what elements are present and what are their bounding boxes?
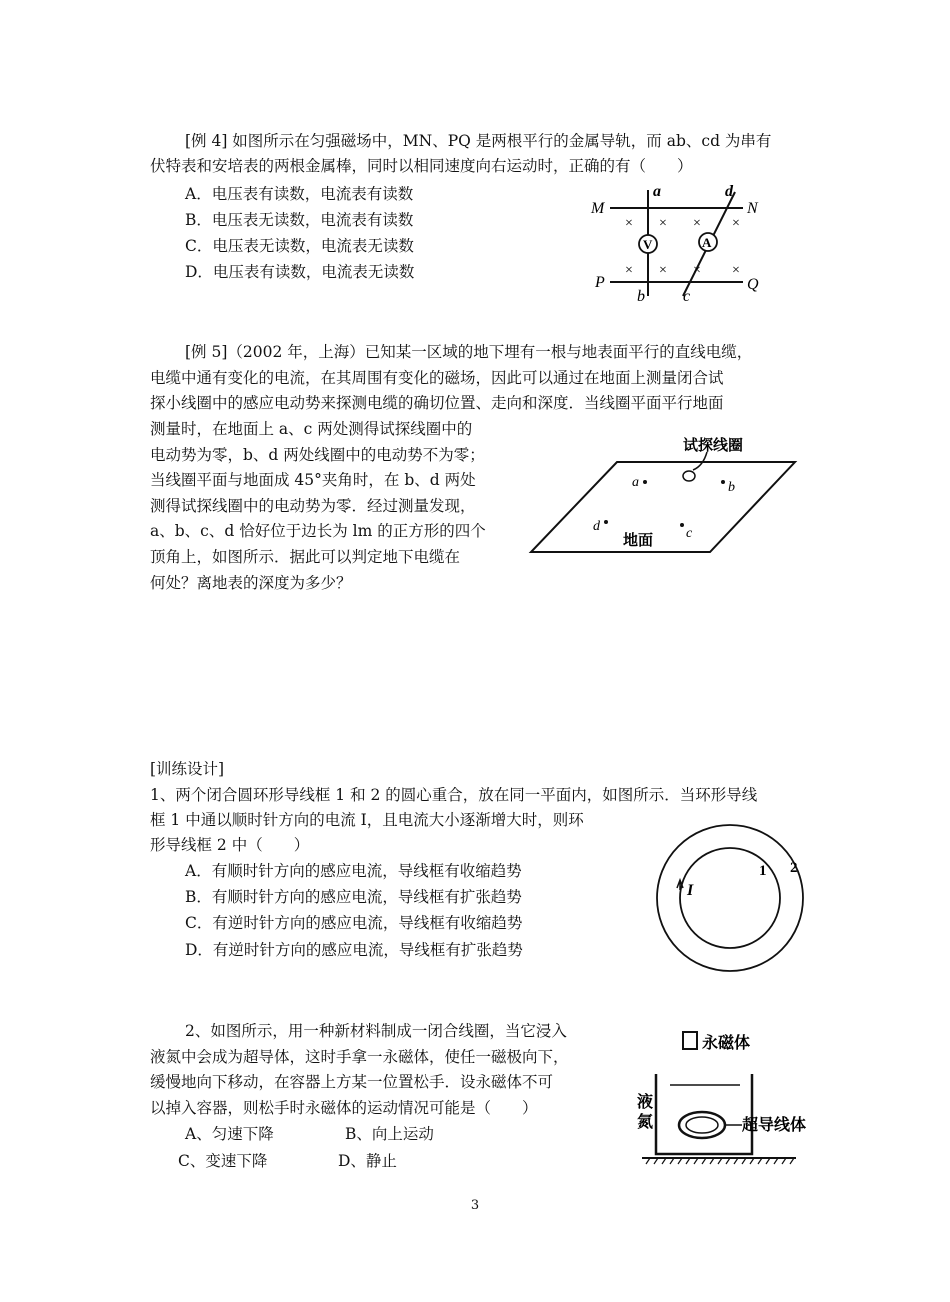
label-d: d	[725, 183, 733, 200]
label-Q: Q	[747, 276, 759, 293]
coil-label: 试探线圈	[683, 438, 744, 454]
svg-text:×: ×	[693, 263, 701, 278]
ex5-line7: 测得试探线圈中的电动势为零．经过测量发现，	[150, 497, 476, 515]
ex5-line10: 何处？离地表的深度为多少？	[150, 574, 352, 592]
ex5-line9: 顶角上，如图所示．据此可以判定地下电缆在	[150, 548, 461, 566]
current-label: I	[687, 882, 694, 899]
q2-superconductor-figure	[630, 1022, 810, 1170]
magnet-label: 永磁体	[702, 1035, 751, 1052]
svg-text:×: ×	[732, 216, 740, 231]
q2-option-c: C、变速下降	[178, 1152, 268, 1170]
ground-label: 地面	[623, 533, 654, 549]
ex5-line2: 电缆中通有变化的电流，在其周围有变化的磁场，因此可以通过在地面上测量闭合试	[150, 369, 724, 387]
q1-line2: 框 1 中通以顺时针方向的电流 I，且电流大小逐渐增大时，则环	[150, 811, 584, 829]
point-b: b	[728, 480, 735, 495]
q1-line3: 形导线框 2 中（ ）	[150, 836, 310, 854]
q1-option-b: B．有顺时针方向的感应电流，导线框有扩张趋势	[185, 888, 522, 906]
svg-text:×: ×	[659, 216, 667, 231]
q2-line4: 以掉入容器，则松手时永磁体的运动情况可能是（ ）	[150, 1099, 538, 1117]
ammeter-label: A	[702, 235, 712, 250]
q1-line1: 1、两个闭合圆环形导线框 1 和 2 的圆心重合，放在同一平面内，如图所示．当环形导线	[150, 786, 758, 804]
q2-line1: 2、如图所示，用一种新材料制成一闭合线圈，当它浸入	[185, 1022, 567, 1040]
page-number: 3	[470, 1198, 480, 1213]
ex4-question-line2: 伏特表和安培表的两根金属棒，同时以相同速度向右运动时，正确的有（ ）	[150, 157, 693, 175]
svg-text:×: ×	[732, 263, 740, 278]
ex4-question-line1: [例 4] 如图所示在匀强磁场中，MN、PQ 是两根平行的金属导轨，而 ab、cd 为串有	[185, 132, 772, 150]
q2-line2: 液氮中会成为超导体，这时手拿一永磁体，使任一磁极向下，	[150, 1048, 569, 1066]
ring-2	[657, 825, 803, 971]
ex4-option-c: C．电压表无读数，电流表无读数	[185, 237, 414, 255]
label-c: c	[683, 288, 691, 305]
point-d: d	[593, 519, 600, 534]
ex5-line6: 当线圈平面与地面成 45°夹角时，在 b、d 两处	[150, 471, 476, 489]
svg-text:×: ×	[625, 263, 633, 278]
ex5-ground-figure	[525, 430, 800, 560]
label-b: b	[637, 288, 645, 305]
coil-label: 超导线体	[742, 1117, 807, 1134]
liquid-nitrogen-label-2: 氮	[637, 1114, 654, 1131]
ex5-line3: 探小线圈中的感应电动势来探测电缆的确切位置、走向和深度．当线圈平面平行地面	[150, 394, 724, 412]
q2-option-d: D、静止	[338, 1152, 397, 1170]
label-P: P	[595, 274, 605, 291]
q2-option-a: A、匀速下降	[185, 1125, 274, 1143]
label-M: M	[591, 200, 605, 217]
container	[656, 1074, 752, 1154]
q2-line3: 缓慢地向下移动，在容器上方某一位置松手．设永磁体不可	[150, 1073, 554, 1091]
q1-option-c: C．有逆时针方向的感应电流，导线框有收缩趋势	[185, 914, 523, 932]
q2-option-b: B、向上运动	[345, 1125, 434, 1143]
svg-text:×: ×	[625, 216, 633, 231]
svg-text:×: ×	[693, 216, 701, 231]
q1-option-d: D．有逆时针方向的感应电流，导线框有扩张趋势	[185, 941, 523, 959]
ex5-line5: 电动势为零，b、d 两处线圈中的电动势不为零；	[150, 446, 485, 464]
voltmeter-label: V	[643, 237, 653, 252]
label-a: a	[653, 183, 661, 200]
q1-option-a: A．有顺时针方向的感应电流，导线框有收缩趋势	[185, 862, 522, 880]
point-a: a	[632, 475, 639, 490]
ex5-line4: 测量时，在地面上 a、c 两处测得试探线圈中的	[150, 420, 473, 438]
ex4-rail-figure	[585, 180, 770, 305]
ex4-option-b: B．电压表无读数，电流表有读数	[185, 211, 414, 229]
ex5-line1: [例 5]（2002 年，上海）已知某一区域的地下埋有一根与地表面平行的直线电缆，	[185, 343, 753, 361]
ex4-option-a: A．电压表有读数，电流表有读数	[185, 185, 414, 203]
svg-text:×: ×	[659, 263, 667, 278]
ex4-option-d: D．电压表有读数，电流表无读数	[185, 263, 415, 281]
q1-rings-figure	[650, 818, 810, 978]
ex5-line8: a、b、c、d 恰好位于边长为 lm 的正方形的四个	[150, 522, 486, 540]
ring-1-label: 1	[759, 863, 767, 879]
point-c: c	[686, 526, 693, 541]
liquid-nitrogen-label-1: 液	[637, 1094, 654, 1111]
magnet-icon	[683, 1032, 697, 1049]
probe-coil	[683, 471, 695, 481]
ring-2-label: 2	[790, 860, 798, 876]
training-heading: [训练设计]	[150, 760, 225, 778]
label-N: N	[747, 200, 758, 217]
